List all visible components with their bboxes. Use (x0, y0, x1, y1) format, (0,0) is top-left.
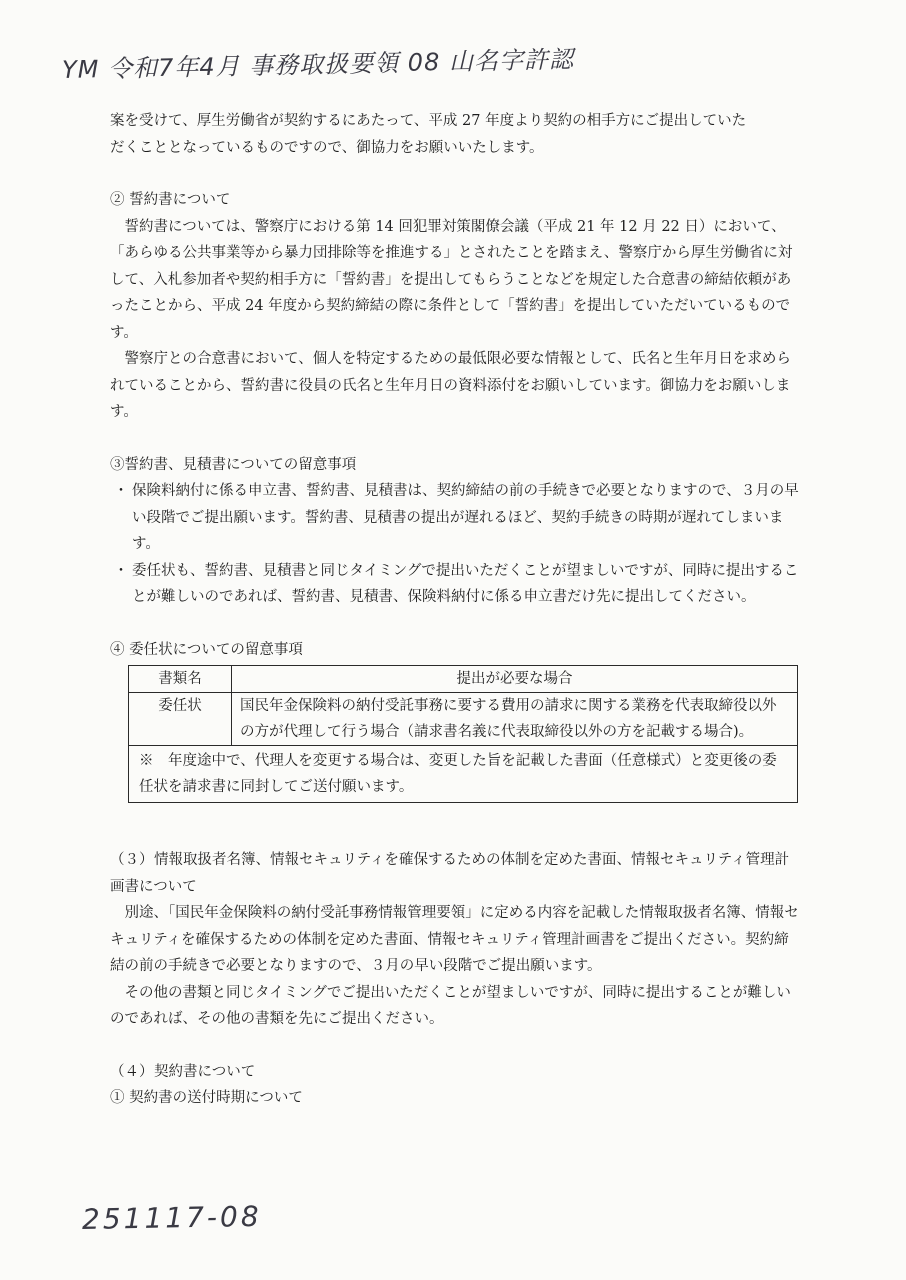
section-4-heading: ④ 委任状についての留意事項 (110, 641, 303, 658)
chapter-3-heading (110, 847, 800, 900)
table-note: ※ 年度途中で、代理人を変更する場合は、変更した旨を記載した書面（任意様式）と変更後の委任状を請求書に同封してご送付願います。 (129, 746, 798, 803)
chapter-4-subheading: ① 契約書の送付時期について (110, 1090, 303, 1106)
chapter-3-number: （３） (110, 852, 154, 868)
spacer (110, 611, 800, 637)
chapter-4-number: （４） (110, 1063, 154, 1080)
intro-line-2: だくこととなっているものですので、御協力をお願いいたします。 (110, 139, 544, 156)
chapter-4-title: 契約書について (154, 1063, 256, 1080)
section-2-heading: ② 誓約書について (110, 192, 231, 208)
bullet-item (110, 558, 800, 611)
spacer (110, 1033, 800, 1059)
table-header-cell: 書類名 (129, 666, 232, 693)
bullet-item (110, 478, 800, 558)
table-header-row (129, 666, 798, 693)
document-body (110, 108, 800, 1112)
section-2-paragraph-1: 誓約書については、警察庁における第 14 回犯罪対策閣僚会議（平成 21 年 12 月 22 日）において、「あらゆる公共事業等から暴力団排除等を推進する」とされたことを踏まえ、警察庁から厚生労働省に対して、入札参加者や契約相手方に「誓約書」を提出してもらうことなどを規定した合意書の締結依頼があったことから、平成 24 年度から契約締結の際に条件として「誓約書」を提出していただいているものです。 (110, 218, 793, 341)
section-2-paragraph-2: 警察庁との合意書において、個人を特定するための最低限必要な情報として、氏名と生年月日を求められていることから、誓約書に役員の氏名と生年月日の資料添付をお願いしています。御協力をお願いします。 (110, 351, 791, 420)
chapter-3-paragraph-1: 別途、「国民年金保険料の納付受託事務情報管理要領」に定める内容を記載した情報取扱者名簿、情報セキュリティを確保するための体制を定めた書面、情報セキュリティ管理計画書をご提出ください。契約締結の前の手続きで必要となりますので、３月の早い段階でご提出願います。 (110, 905, 799, 974)
bullet-text: 保険料納付に係る申立書、誓約書、見積書は、契約締結の前の手続きで必要となりますので、３月の早い段階でご提出願います。誓約書、見積書の提出が遅れるほど、契約手続きの時期が遅れてしまいます。 (132, 483, 799, 552)
handwritten-header: YM 令和7年4月 事務取扱要領 08 山名字許認 (61, 45, 575, 84)
spacer (110, 803, 800, 847)
proxy-table (128, 665, 798, 803)
spacer (110, 161, 800, 187)
table-cell-condition: 国民年金保険料の納付受託事務に要する費用の請求に関する業務を代表取締役以外の方が代理して行う場合（請求書名義に代表取締役以外の方を記載する場合)。 (232, 693, 798, 746)
table-cell-doc-name: 委任状 (129, 693, 232, 746)
spacer (110, 426, 800, 452)
intro-line-1: 案を受けて、厚生労働省が契約するにあたって、平成 27 年度より契約の相手方にご提出していた (110, 113, 747, 129)
table-header-cell: 提出が必要な場合 (232, 666, 798, 693)
table-row (129, 693, 798, 746)
bullet-text: 委任状も、誓約書、見積書と同じタイミングで提出いただくことが望ましいですが、同時に提出することが難しいのであれば、誓約書、見積書、保険料納付に係る申立書だけ先に提出してください。 (132, 562, 799, 605)
bullet-mark: ・ (113, 562, 129, 579)
handwritten-footer: 251117-08 (81, 1199, 262, 1236)
bullet-mark: ・ (113, 483, 129, 499)
chapter-3-title: 情報取扱者名簿、情報セキュリティを確保するための体制を定めた書面、情報セキュリティ管理計画書について (110, 852, 790, 895)
section-3-heading: ③誓約書、見積書についての留意事項 (110, 456, 357, 473)
table-note-row (129, 746, 798, 803)
chapter-3-paragraph-2: その他の書類と同じタイミングでご提出いただくことが望ましいですが、同時に提出することが難しいのであれば、その他の書類を先にご提出ください。 (110, 984, 791, 1027)
chapter-4-heading (110, 1059, 800, 1086)
